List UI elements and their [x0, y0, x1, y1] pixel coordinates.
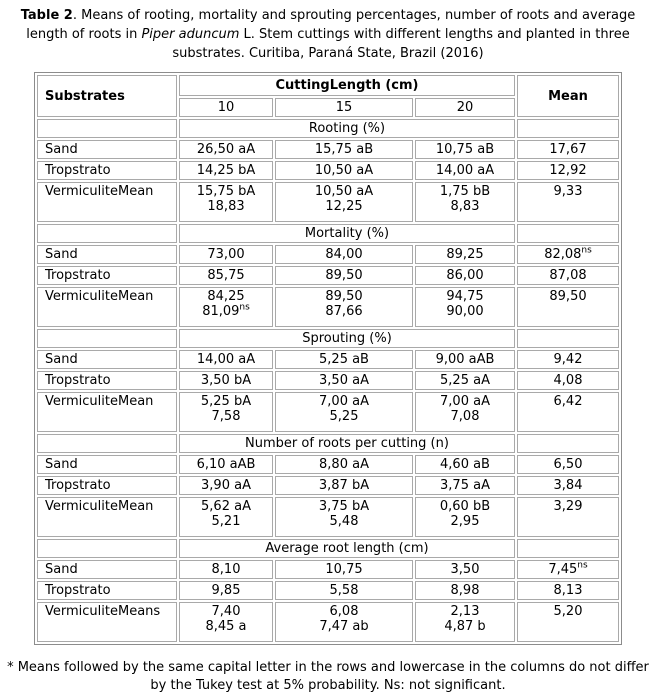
- data-row: [37, 581, 619, 600]
- mean-cell: $82,08^{ns}$: [517, 245, 619, 264]
- value-cell: 6,10 aAB: [179, 455, 273, 474]
- value-cell: 5,25 aA: [415, 371, 515, 390]
- substrate-label-cell: Sand: [37, 350, 177, 369]
- value-cell: 94,75 90,00: [415, 287, 515, 327]
- data-row: [37, 602, 619, 642]
- substrate-label-cell: VermiculiteMean: [37, 182, 177, 222]
- significance-marker: ns: [577, 560, 588, 571]
- section-title: Sprouting (%): [179, 329, 515, 348]
- section-title-row: [37, 329, 619, 348]
- value-cell: 73,00: [179, 245, 273, 264]
- value-cell: 14,00 aA: [179, 350, 273, 369]
- species-name: Piper aduncum: [141, 27, 240, 42]
- section-title: Mortality (%): [179, 224, 515, 243]
- section-title: Average root length (cm): [179, 539, 515, 558]
- value-cell: 10,75 aB: [415, 140, 515, 159]
- data-row: [37, 182, 619, 222]
- section-title-row: [37, 119, 619, 138]
- value-cell: 14,00 aA: [415, 161, 515, 180]
- substrate-label-cell: Tropstrato: [37, 266, 177, 285]
- length-10-header: 10: [179, 98, 273, 117]
- length-20-header: 20: [415, 98, 515, 117]
- table-caption: [12, 6, 644, 63]
- empty-cell: [517, 539, 619, 558]
- value-cell: 1,75 bB 8,83: [415, 182, 515, 222]
- table-header-rows: [37, 75, 619, 117]
- value-cell: 3,50 aA: [275, 371, 413, 390]
- mean-cell: 9,42: [517, 350, 619, 369]
- empty-cell: [517, 329, 619, 348]
- value-cell: 4,60 aB: [415, 455, 515, 474]
- substrate-label-cell: Sand: [37, 140, 177, 159]
- value-cell: 5,58: [275, 581, 413, 600]
- data-row: [37, 371, 619, 390]
- data-row: [37, 497, 619, 537]
- value-cell: 86,00: [415, 266, 515, 285]
- value-cell: 8,98: [415, 581, 515, 600]
- value-cell: 10,50 aA: [275, 161, 413, 180]
- section-title: Number of roots per cutting (n): [179, 434, 515, 453]
- value-cell: 0,60 bB 2,95: [415, 497, 515, 537]
- value-cell: 2,13 4,87 b: [415, 602, 515, 642]
- mean-cell: 12,92: [517, 161, 619, 180]
- value-cell: 5,25 bA 7,58: [179, 392, 273, 432]
- empty-cell: [37, 539, 177, 558]
- significance-marker: ns: [581, 245, 592, 256]
- substrates-header: Substrates: [37, 75, 177, 117]
- mean-cell: 3,29: [517, 497, 619, 537]
- value-cell: 15,75 aB: [275, 140, 413, 159]
- substrate-label-cell: Tropstrato: [37, 371, 177, 390]
- mean-cell: 5,20: [517, 602, 619, 642]
- value-cell: 89,50 87,66: [275, 287, 413, 327]
- empty-cell: [37, 434, 177, 453]
- value-cell: 7,00 aA 7,08: [415, 392, 515, 432]
- empty-cell: [517, 434, 619, 453]
- footnote: * Means followed by the same capital letter in the rows and lowercase in the columns do not differ by the Tukey test at 5% probability. Ns: not significant.: [7, 660, 649, 693]
- data-row: [37, 392, 619, 432]
- data-row: [37, 350, 619, 369]
- data-row: [37, 266, 619, 285]
- substrate-label-cell: VermiculiteMean: [37, 392, 177, 432]
- value-cell: 89,25: [415, 245, 515, 264]
- caption-table-number: Table 2: [20, 8, 73, 23]
- mean-header: Mean: [517, 75, 619, 117]
- value-cell: 5,25 aB: [275, 350, 413, 369]
- value-cell: 8,10: [179, 560, 273, 579]
- mean-cell: 4,08: [517, 371, 619, 390]
- substrate-label-cell: Sand: [37, 455, 177, 474]
- value-cell: 7,00 aA 5,25: [275, 392, 413, 432]
- substrate-label-cell: Tropstrato: [37, 476, 177, 495]
- value-cell: 6,08 7,47 ab: [275, 602, 413, 642]
- mean-cell: 9,33: [517, 182, 619, 222]
- substrate-label-cell: VermiculiteMean: [37, 287, 177, 327]
- data-row: [37, 245, 619, 264]
- value-cell: 3,90 aA: [179, 476, 273, 495]
- mean-cell: 3,84: [517, 476, 619, 495]
- table-body: [37, 119, 619, 642]
- significance-marker: ns: [239, 302, 250, 313]
- data-row: [37, 161, 619, 180]
- length-15-header: 15: [275, 98, 413, 117]
- data-row: [37, 455, 619, 474]
- section-title-row: [37, 539, 619, 558]
- value-cell: 7,40 8,45 a: [179, 602, 273, 642]
- caption-text-1: . Means of rooting, mortality and sprouting percentages, number of roots and average length of roots in: [26, 8, 636, 42]
- value-cell: 89,50: [275, 266, 413, 285]
- header-row-1: [37, 75, 619, 96]
- empty-cell: [517, 119, 619, 138]
- mean-cell: 87,08: [517, 266, 619, 285]
- substrate-label-cell: VermiculiteMeans: [37, 602, 177, 642]
- mean-cell: 8,13: [517, 581, 619, 600]
- value-cell: 26,50 aA: [179, 140, 273, 159]
- value-cell: 3,50 bA: [179, 371, 273, 390]
- value-cell: 3,50: [415, 560, 515, 579]
- empty-cell: [37, 224, 177, 243]
- data-row: [37, 476, 619, 495]
- empty-cell: [37, 329, 177, 348]
- mean-cell: 6,50: [517, 455, 619, 474]
- value-cell: 85,75: [179, 266, 273, 285]
- data-row: [37, 140, 619, 159]
- value-cell: 3,75 bA 5,48: [275, 497, 413, 537]
- data-row: [37, 287, 619, 327]
- value-cell: 3,87 bA: [275, 476, 413, 495]
- substrate-label-cell: VermiculiteMean: [37, 497, 177, 537]
- substrate-label-cell: Tropstrato: [37, 161, 177, 180]
- section-title-row: [37, 224, 619, 243]
- value-cell: 10,50 aA 12,25: [275, 182, 413, 222]
- substrate-label-cell: Tropstrato: [37, 581, 177, 600]
- caption-text-2: L. Stem cuttings with different lengths and planted in three substrates. Curitiba, Paraná State, Brazil (2016): [172, 27, 630, 61]
- value-cell: 84,00: [275, 245, 413, 264]
- value-cell: 3,75 aA: [415, 476, 515, 495]
- results-table: [34, 72, 622, 645]
- mean-cell: 17,67: [517, 140, 619, 159]
- data-row: [37, 560, 619, 579]
- mean-cell: 89,50: [517, 287, 619, 327]
- cutting-length-header: CuttingLength (cm): [179, 75, 515, 96]
- value-cell: 10,75: [275, 560, 413, 579]
- section-title: Rooting (%): [179, 119, 515, 138]
- value-cell: 9,85: [179, 581, 273, 600]
- value-cell: 5,62 aA 5,21: [179, 497, 273, 537]
- empty-cell: [517, 224, 619, 243]
- mean-cell: 6,42: [517, 392, 619, 432]
- mean-cell: $7,45^{ns}$: [517, 560, 619, 579]
- value-cell: 14,25 bA: [179, 161, 273, 180]
- value-cell: 15,75 bA 18,83: [179, 182, 273, 222]
- value-cell: 9,00 aAB: [415, 350, 515, 369]
- substrate-label-cell: Sand: [37, 245, 177, 264]
- substrate-label-cell: Sand: [37, 560, 177, 579]
- value-cell: 8,80 aA: [275, 455, 413, 474]
- empty-cell: [37, 119, 177, 138]
- section-title-row: [37, 434, 619, 453]
- value-cell: 84,25 $81,09^{ns}$: [179, 287, 273, 327]
